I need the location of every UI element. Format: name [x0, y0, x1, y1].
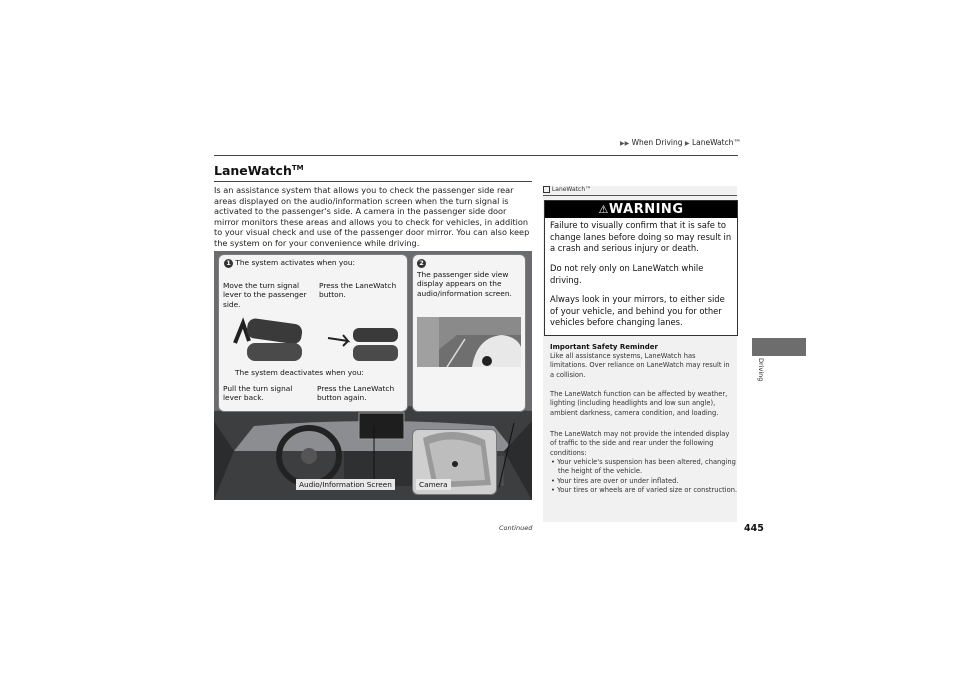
title-rule	[214, 181, 532, 182]
breadcrumb-separator: ▶	[684, 140, 690, 147]
side-header-rule	[543, 195, 737, 196]
callout-display	[412, 254, 526, 412]
side-header	[543, 186, 737, 195]
page-title	[214, 163, 304, 178]
warning-bar	[545, 201, 737, 218]
intro-paragraph: Is an assistance system that allows you to check the passenger side rear areas displayed on the audio/information screen when the turn signal is activated to the passenger's side. A camera in the passenger side door mirror monitors these areas and allows you to check for vehicles, in addition to your visual check and use of the passenger door mirror. You can also keep the system on for your convenience while driving.	[214, 185, 530, 248]
conditions-text: The LaneWatch may not provide the intended display of traffic to the side and rear under the following conditions:	[550, 430, 730, 457]
breadcrumb	[620, 138, 741, 147]
press-again-text: Press the LaneWatch button again.	[317, 384, 395, 403]
chapter-tab[interactable]	[752, 338, 806, 356]
display-text: The passenger side view display appears on the audio/information screen.	[417, 270, 512, 298]
bullet-item: • Your tires or wheels are of varied size or construction.	[551, 486, 738, 494]
bullet-text: Your tires or wheels are of varied size or construction.	[557, 486, 738, 494]
reminder-text: Like all assistance systems, LaneWatch has limitations. Over reliance on LaneWatch may result in a collision.	[550, 352, 730, 379]
audio-screen-label: Audio/Information Screen	[296, 479, 395, 490]
trademark-mark: TM	[291, 163, 304, 172]
reminder-title: Important Safety Reminder	[550, 343, 658, 351]
bullet-text: Your tires are over or under inflated.	[557, 477, 679, 485]
activates-heading: The system activates when you:	[235, 258, 355, 267]
note-icon	[543, 186, 550, 193]
header-rule	[214, 155, 738, 156]
camera-view-illustration	[417, 317, 521, 367]
press-button-text: Press the LaneWatch button.	[319, 281, 397, 300]
warning-box	[544, 200, 738, 336]
breadcrumb-section[interactable]: When Driving	[631, 138, 683, 147]
dashboard-figure	[214, 251, 532, 500]
pull-lever-text: Pull the turn signal lever back.	[223, 384, 293, 403]
continued-note: Continued	[499, 524, 533, 532]
breadcrumb-arrows: ▶▶	[620, 140, 630, 147]
bullet-item: • Your tires are over or under inflated.	[551, 477, 679, 485]
warning-paragraph-1: Failure to visually confirm that it is safe to change lanes before doing so may result in a crash and serious injury or death.	[550, 220, 732, 253]
step-number-2: 2	[417, 259, 426, 268]
warning-paragraph-2: Do not rely only on LaneWatch while driving.	[550, 263, 704, 285]
bullet-item: • Your vehicle's suspension has been altered, changing the height of the vehicle.	[551, 458, 736, 476]
page-title-text: LaneWatch	[214, 163, 292, 178]
warning-paragraph-3: Always look in your mirrors, to either side of your vehicle, and behind you for other vehicles before changing lanes.	[550, 294, 725, 327]
lever-illustration	[223, 313, 403, 368]
breadcrumb-page: LaneWatch™	[691, 138, 741, 147]
step-number-1: 1	[224, 259, 233, 268]
callout-turn-signal	[218, 254, 408, 412]
side-header-text: LaneWatch™	[551, 186, 592, 193]
deactivates-heading: The system deactivates when you:	[235, 368, 364, 377]
warning-title: WARNING	[608, 202, 684, 217]
bullet-text: Your vehicle's suspension has been altered, changing the height of the vehicle.	[557, 458, 736, 476]
move-lever-text: Move the turn signal lever to the passenger side.	[223, 281, 307, 309]
weather-text: The LaneWatch function can be affected by weather, lighting (including headlights and low sun angle), ambient darkness, camera condition, and loading.	[550, 390, 728, 417]
page-number: 445	[744, 523, 764, 534]
chapter-tab-label: Driving	[757, 358, 765, 382]
camera-label: Camera	[416, 479, 451, 490]
warning-triangle-icon: ⚠	[598, 203, 609, 216]
